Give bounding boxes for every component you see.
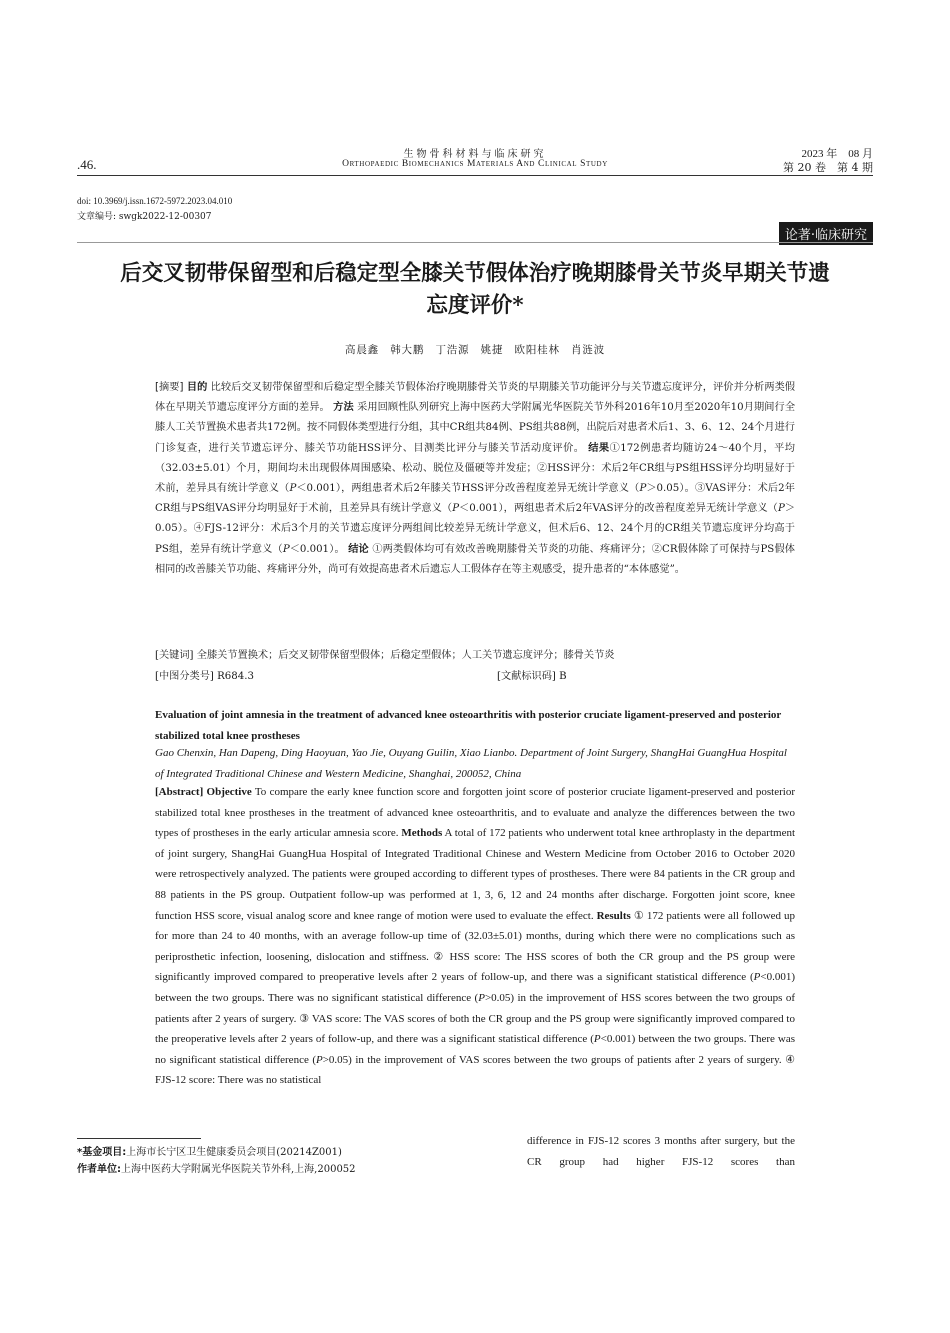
objective-label: 目的 xyxy=(186,382,208,393)
section-badge: 论著·临床研究 xyxy=(779,222,873,245)
results-en-text: ① 172 patients were all followed up for more than 24 to 40 months, with an average follow-up time of (32.03±5.01) months, during which there were no complications such as periprosthetic infection, loosening, dislocation and stiffness. ② HSS score: The HSS scores of both the CR group and the PS group were significantly improved compared to preoperative levels after 2 years of follow-up, and there was a significant statistical difference ( xyxy=(155,909,796,984)
keywords xyxy=(155,646,795,661)
authors-en: Gao Chenxin, Han Dapeng, Ding Haoyuan, Yao Jie, Ouyang Guilin, Xiao Lianbo. Department of Joint Surgery, ShangHai GuangHua Hospital of Integrated Traditional Chinese and Western Medicine, Shanghai, 200052, China xyxy=(155,747,787,780)
p-symbol: P xyxy=(452,503,460,515)
document-code-value: B xyxy=(559,671,567,682)
results-en-text: >0.05) in the improvement of HSS scores between the two groups of patients after 2 years of surgery. ③ VAS score: The VAS scores of both the CR group and the PS group were significantly improved compared to the preoperative levels after 2 years of follow-up, and there was a significant statistical difference ( xyxy=(155,991,795,1046)
abstract-cn xyxy=(155,378,795,580)
page-title: 后交叉韧带保留型和后稳定型全膝关节假体治疗晚期膝骨关节炎早期关节遗忘度评价* xyxy=(120,261,830,318)
methods-text: 采用回顾性队列研究上海中医药大学附属光华医院关节外科2016年10月至2020年10月期间行全膝人工关节置换术患者共172例。按不同假体类型进行分组，其中CR组共84例、PS组共88例，出院后对患者术后1、3、6、12、24个月进行门诊复查，进行关节遗忘评分、膝关节功能HSS评分、目测类比评分与膝关节活动度评价。 xyxy=(155,402,796,454)
journal-name-en: Orthopaedic Biomechanics Materials And Clinical Study xyxy=(342,159,608,169)
results-text: ＜0.001），两组患者术后2年VAS评分的改善程度差异无统计学意义（ xyxy=(459,503,778,515)
results-text: ＜0.001），两组患者术后2年膝关节HSS评分改善程度差异无统计学意义（ xyxy=(296,483,640,495)
results-en-text: <0.001) between the two groups. There was no significant statistical difference ( xyxy=(155,971,795,1004)
p-symbol: P xyxy=(282,543,290,555)
results-text: ＞0.05）。④FJS-12评分：术后3个月的关节遗忘度评分两组间比较差异无统计学意义，但术后6、12、24个月的CR组关节遗忘度评分均高于PS组，差异有统计学意义（ xyxy=(155,503,795,555)
conclusion-label: 结论 xyxy=(348,543,369,555)
objective-en-label: Objective xyxy=(206,786,252,798)
header-rule xyxy=(77,175,873,176)
p-symbol: P xyxy=(289,483,297,495)
title-en: Evaluation of joint amnesia in the treatment of advanced knee osteoarthritis with posterior cruciate ligament-preserved and posterior stabilized total knee prostheses xyxy=(155,709,782,742)
authors-cn: 高晨鑫 韩大鹏 丁浩源 姚捷 欧阳桂林 肖涟波 xyxy=(345,344,605,356)
abstract-en-label: [Abstract] xyxy=(155,786,204,798)
footnote-unit xyxy=(77,1160,356,1175)
keywords-text: 全膝关节置换术；后交叉韧带保留型假体；后稳定型假体；人工关节遗忘度评分；膝骨关节炎 xyxy=(196,650,615,661)
p-symbol: P xyxy=(777,503,785,515)
unit-text: 上海中医药大学附属光华医院关节外科,上海,200052 xyxy=(121,1164,356,1175)
fund-text: 上海市长宁区卫生健康委员会项目(20214Z001) xyxy=(126,1147,342,1158)
p-symbol: P xyxy=(639,483,647,495)
methods-en-label: Methods xyxy=(401,827,443,840)
abstract-en xyxy=(155,782,795,1091)
footnote-rule xyxy=(77,1138,201,1139)
document-code-label: [文献标识码] xyxy=(497,671,556,682)
results-en-text: >0.05) in the improvement of VAS scores between the two groups of patients after 2 years of surgery. ④ FJS-12 score: There was no statistical xyxy=(155,1053,795,1087)
methods-label: 方法 xyxy=(333,402,354,414)
keywords-label: [关键词] xyxy=(155,650,194,661)
results-en-label: Results xyxy=(596,909,631,922)
issue-volume: 第 20 卷 第 4 期 xyxy=(783,161,873,174)
p-symbol: P xyxy=(315,1053,323,1066)
results-text: ＜0.001）。 xyxy=(289,543,345,555)
fund-label: *基金项目: xyxy=(77,1147,127,1158)
abstract-label: [摘要] xyxy=(155,382,184,393)
abstract-en-continued: difference in FJS-12 scores 3 months after surgery, but the CR group had higher FJS-12 scores than xyxy=(527,1135,795,1168)
article-number: 文章编号: swgk2022-12-00307 xyxy=(77,212,212,222)
section-rule xyxy=(77,242,873,243)
footnote-fund xyxy=(77,1143,342,1158)
results-text: ＞0.05）。③VAS评分：术后2年CR组与PS组VAS评分均明显好于术前，且差异具有统计学意义（ xyxy=(155,483,795,515)
journal-name-cn: 生物骨科材料与临床研究 xyxy=(403,149,547,160)
p-symbol: P xyxy=(478,991,485,1004)
classification-label: [中图分类号] xyxy=(155,671,214,682)
results-en-text: <0.001) between the two groups. There was no significant statistical difference ( xyxy=(155,1033,795,1066)
doi: doi: 10.3969/j.issn.1672-5972.2023.04.010 xyxy=(77,196,233,206)
page-number: .46. xyxy=(77,157,97,172)
p-symbol: P xyxy=(593,1033,601,1046)
conclusion-text: ①两类假体均可有效改善晚期膝骨关节炎的功能、疼痛评分；②CR假体除了可保持与PS假体相同的改善膝关节功能、疼痛评分外，尚可有效提高患者术后遗忘人工假体存在等主观感受，提升患者的“本体感觉”。 xyxy=(155,543,795,575)
classification-value: R684.3 xyxy=(217,671,254,682)
results-label: 结果 xyxy=(588,442,610,454)
objective-text: 比较后交叉韧带保留型和后稳定型全膝关节假体治疗晚期膝骨关节炎的早期膝关节功能评分与关节遗忘度评分，评价并分析两类假体在早期关节遗忘度评分方面的差异。 xyxy=(155,382,796,414)
classification xyxy=(155,667,254,682)
objective-en-text: To compare the early knee function score and forgotten joint score of posterior cruciate ligament-preserved and posterior stabilized total knee prostheses in the treatment of advanced knee osteoarthritis, and to evaluate and analyze the differences between the two types of prostheses in the early articular amnesia score. xyxy=(155,786,795,840)
results-text: ①172例患者均随访24～40个月，平均（32.03±5.01）个月，期间均未出现假体周围感染、松动、脱位及僵硬等并发症；②HSS评分：术后2年CR组与PS组HSS评分均明显好于术前，差异具有统计学意义（ xyxy=(155,442,795,495)
document-code xyxy=(497,667,567,682)
methods-en-text: A total of 172 patients who underwent total knee arthroplasty in the department of joint surgery, ShangHai GuangHua Hospital of Integrated Traditional Chinese and Western Medicine from October 2016 to October 2020 were retrospectively analyzed. The patients were grouped according to different types of prostheses. There were 84 patients in the CR group and 88 patients in the PS group. Outpatient follow-up was performed at 1, 3, 6, 12 and 24 months after discharge. Forgotten joint score, knee function HSS score, visual analog score and knee range of motion were used to evaluate the effect. xyxy=(155,827,796,922)
issue-date: 2023 年 08 月 xyxy=(801,148,873,160)
p-symbol: P xyxy=(753,971,761,984)
unit-label: 作者单位: xyxy=(77,1164,121,1175)
